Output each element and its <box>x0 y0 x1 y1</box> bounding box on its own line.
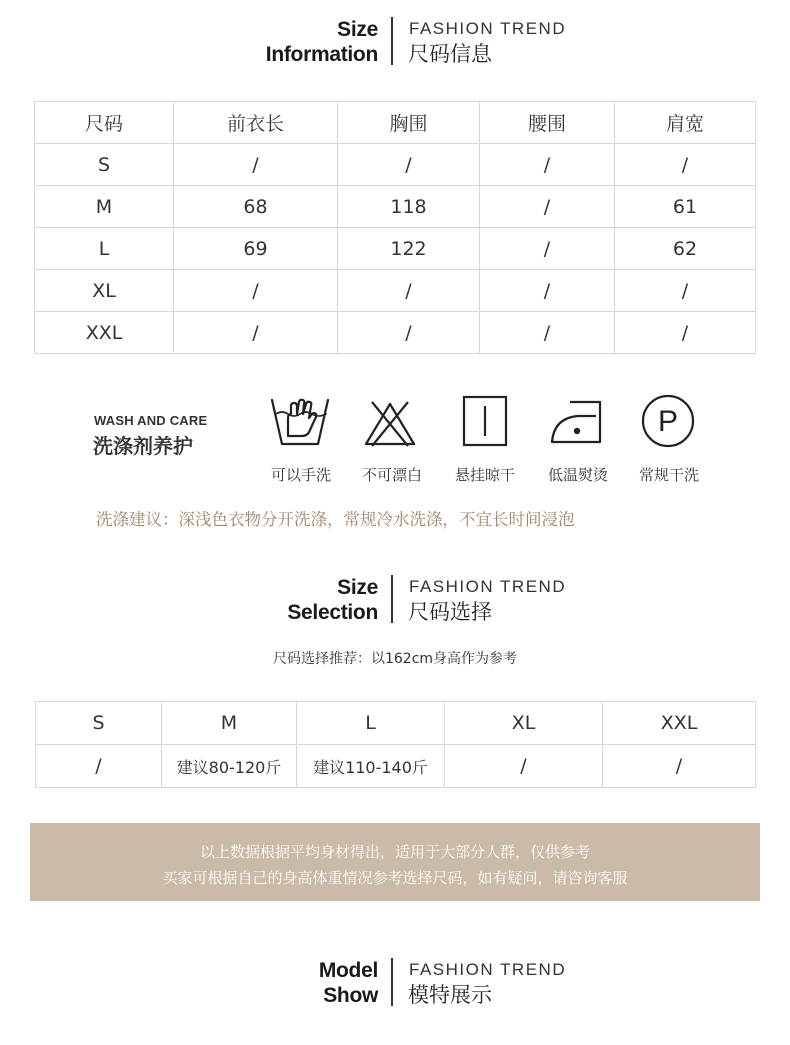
size-selection-heading <box>0 573 790 633</box>
table-cell: / <box>480 186 615 228</box>
dry-clean-label: 常规干洗 <box>638 466 699 484</box>
size-selection-table <box>35 701 756 788</box>
size-cell: M <box>162 702 297 745</box>
heading-cn: 尺码选择 <box>408 600 492 624</box>
notice-line2: 买家可根据自己的身高体重情况参考选择尺码，如有疑问，请咨询客服 <box>162 869 628 887</box>
recommendation-cell: 建议110-140斤 <box>297 745 445 788</box>
table-cell: / <box>480 228 615 270</box>
size-cell: XL <box>445 702 603 745</box>
table-cell: / <box>480 144 615 186</box>
size-table <box>34 101 756 354</box>
notice-banner <box>30 823 760 901</box>
size-cell: S <box>36 702 162 745</box>
care-title-en: WASH AND CARE <box>94 413 208 428</box>
header-cell: 胸围 <box>338 102 480 144</box>
table-cell: S <box>35 144 174 186</box>
table-cell: / <box>615 144 756 186</box>
heading-en-line2: Information <box>265 43 378 66</box>
table-row <box>35 270 756 312</box>
wash-advice: 洗涤建议：深浅色衣物分开洗涤，常规冷水洗涤，不宜长时间浸泡 <box>96 510 575 529</box>
table-cell: M <box>35 186 174 228</box>
table-cell: 62 <box>615 228 756 270</box>
heading-caption: FASHION TREND <box>409 577 567 596</box>
low-iron-icon <box>548 396 608 446</box>
table-row <box>36 745 756 788</box>
table-cell: / <box>338 270 480 312</box>
recommendation-cell: / <box>36 745 162 788</box>
table-cell: / <box>338 144 480 186</box>
recommendation-cell: / <box>603 745 756 788</box>
recommendation-cell: 建议80-120斤 <box>162 745 297 788</box>
hang-dry-label: 悬挂晾干 <box>454 466 515 484</box>
table-cell: / <box>615 270 756 312</box>
hang-dry-icon <box>461 394 509 448</box>
table-row <box>35 186 756 228</box>
heading-cn: 尺码信息 <box>408 42 492 66</box>
heading-en-line2: Show <box>323 984 378 1007</box>
size-information-heading <box>0 15 790 75</box>
hand-wash-label: 可以手洗 <box>270 466 331 484</box>
table-cell: / <box>174 312 338 354</box>
size-recommendation-note: 尺码选择推荐：以162cm身高作为参考 <box>272 651 518 667</box>
heading-divider <box>391 17 393 65</box>
dry-clean-letter: P <box>657 405 679 438</box>
model-show-heading <box>0 956 790 1016</box>
table-cell: 61 <box>615 186 756 228</box>
table-cell: 69 <box>174 228 338 270</box>
table-cell: / <box>615 312 756 354</box>
heading-en-line1: Size <box>337 576 378 599</box>
table-cell: XL <box>35 270 174 312</box>
recommendation-cell: / <box>445 745 603 788</box>
table-header-row <box>36 702 756 745</box>
table-row <box>35 228 756 270</box>
size-cell: L <box>297 702 445 745</box>
table-cell: / <box>338 312 480 354</box>
table-cell: / <box>480 270 615 312</box>
header-cell: 腰围 <box>480 102 615 144</box>
heading-en-line1: Size <box>337 18 378 41</box>
care-title-cn: 洗涤剂养护 <box>93 434 193 458</box>
heading-cn: 模特展示 <box>408 983 492 1007</box>
size-cell: XXL <box>603 702 756 745</box>
table-cell: 122 <box>338 228 480 270</box>
hand-wash-icon <box>268 392 334 452</box>
header-cell: 尺码 <box>35 102 174 144</box>
table-row <box>35 144 756 186</box>
low-iron-label: 低温熨烫 <box>547 466 608 484</box>
table-row <box>35 312 756 354</box>
table-cell: / <box>174 270 338 312</box>
table-cell: / <box>480 312 615 354</box>
no-bleach-icon <box>362 398 418 448</box>
heading-caption: FASHION TREND <box>409 960 567 979</box>
header-cell: 前衣长 <box>174 102 338 144</box>
header-cell: 肩宽 <box>615 102 756 144</box>
heading-divider <box>391 958 393 1006</box>
notice-line1: 以上数据根据平均身材得出，适用于大部分人群，仅供参考 <box>199 843 590 861</box>
table-cell: 118 <box>338 186 480 228</box>
table-cell: 68 <box>174 186 338 228</box>
heading-caption: FASHION TREND <box>409 19 567 38</box>
heading-en-line1: Model <box>318 959 378 982</box>
table-cell: L <box>35 228 174 270</box>
table-header-row <box>35 102 756 144</box>
table-cell: XXL <box>35 312 174 354</box>
heading-divider <box>391 575 393 623</box>
heading-en-line2: Selection <box>287 601 378 624</box>
dry-clean-icon <box>640 393 696 449</box>
no-bleach-label: 不可漂白 <box>361 466 422 484</box>
table-cell: / <box>174 144 338 186</box>
